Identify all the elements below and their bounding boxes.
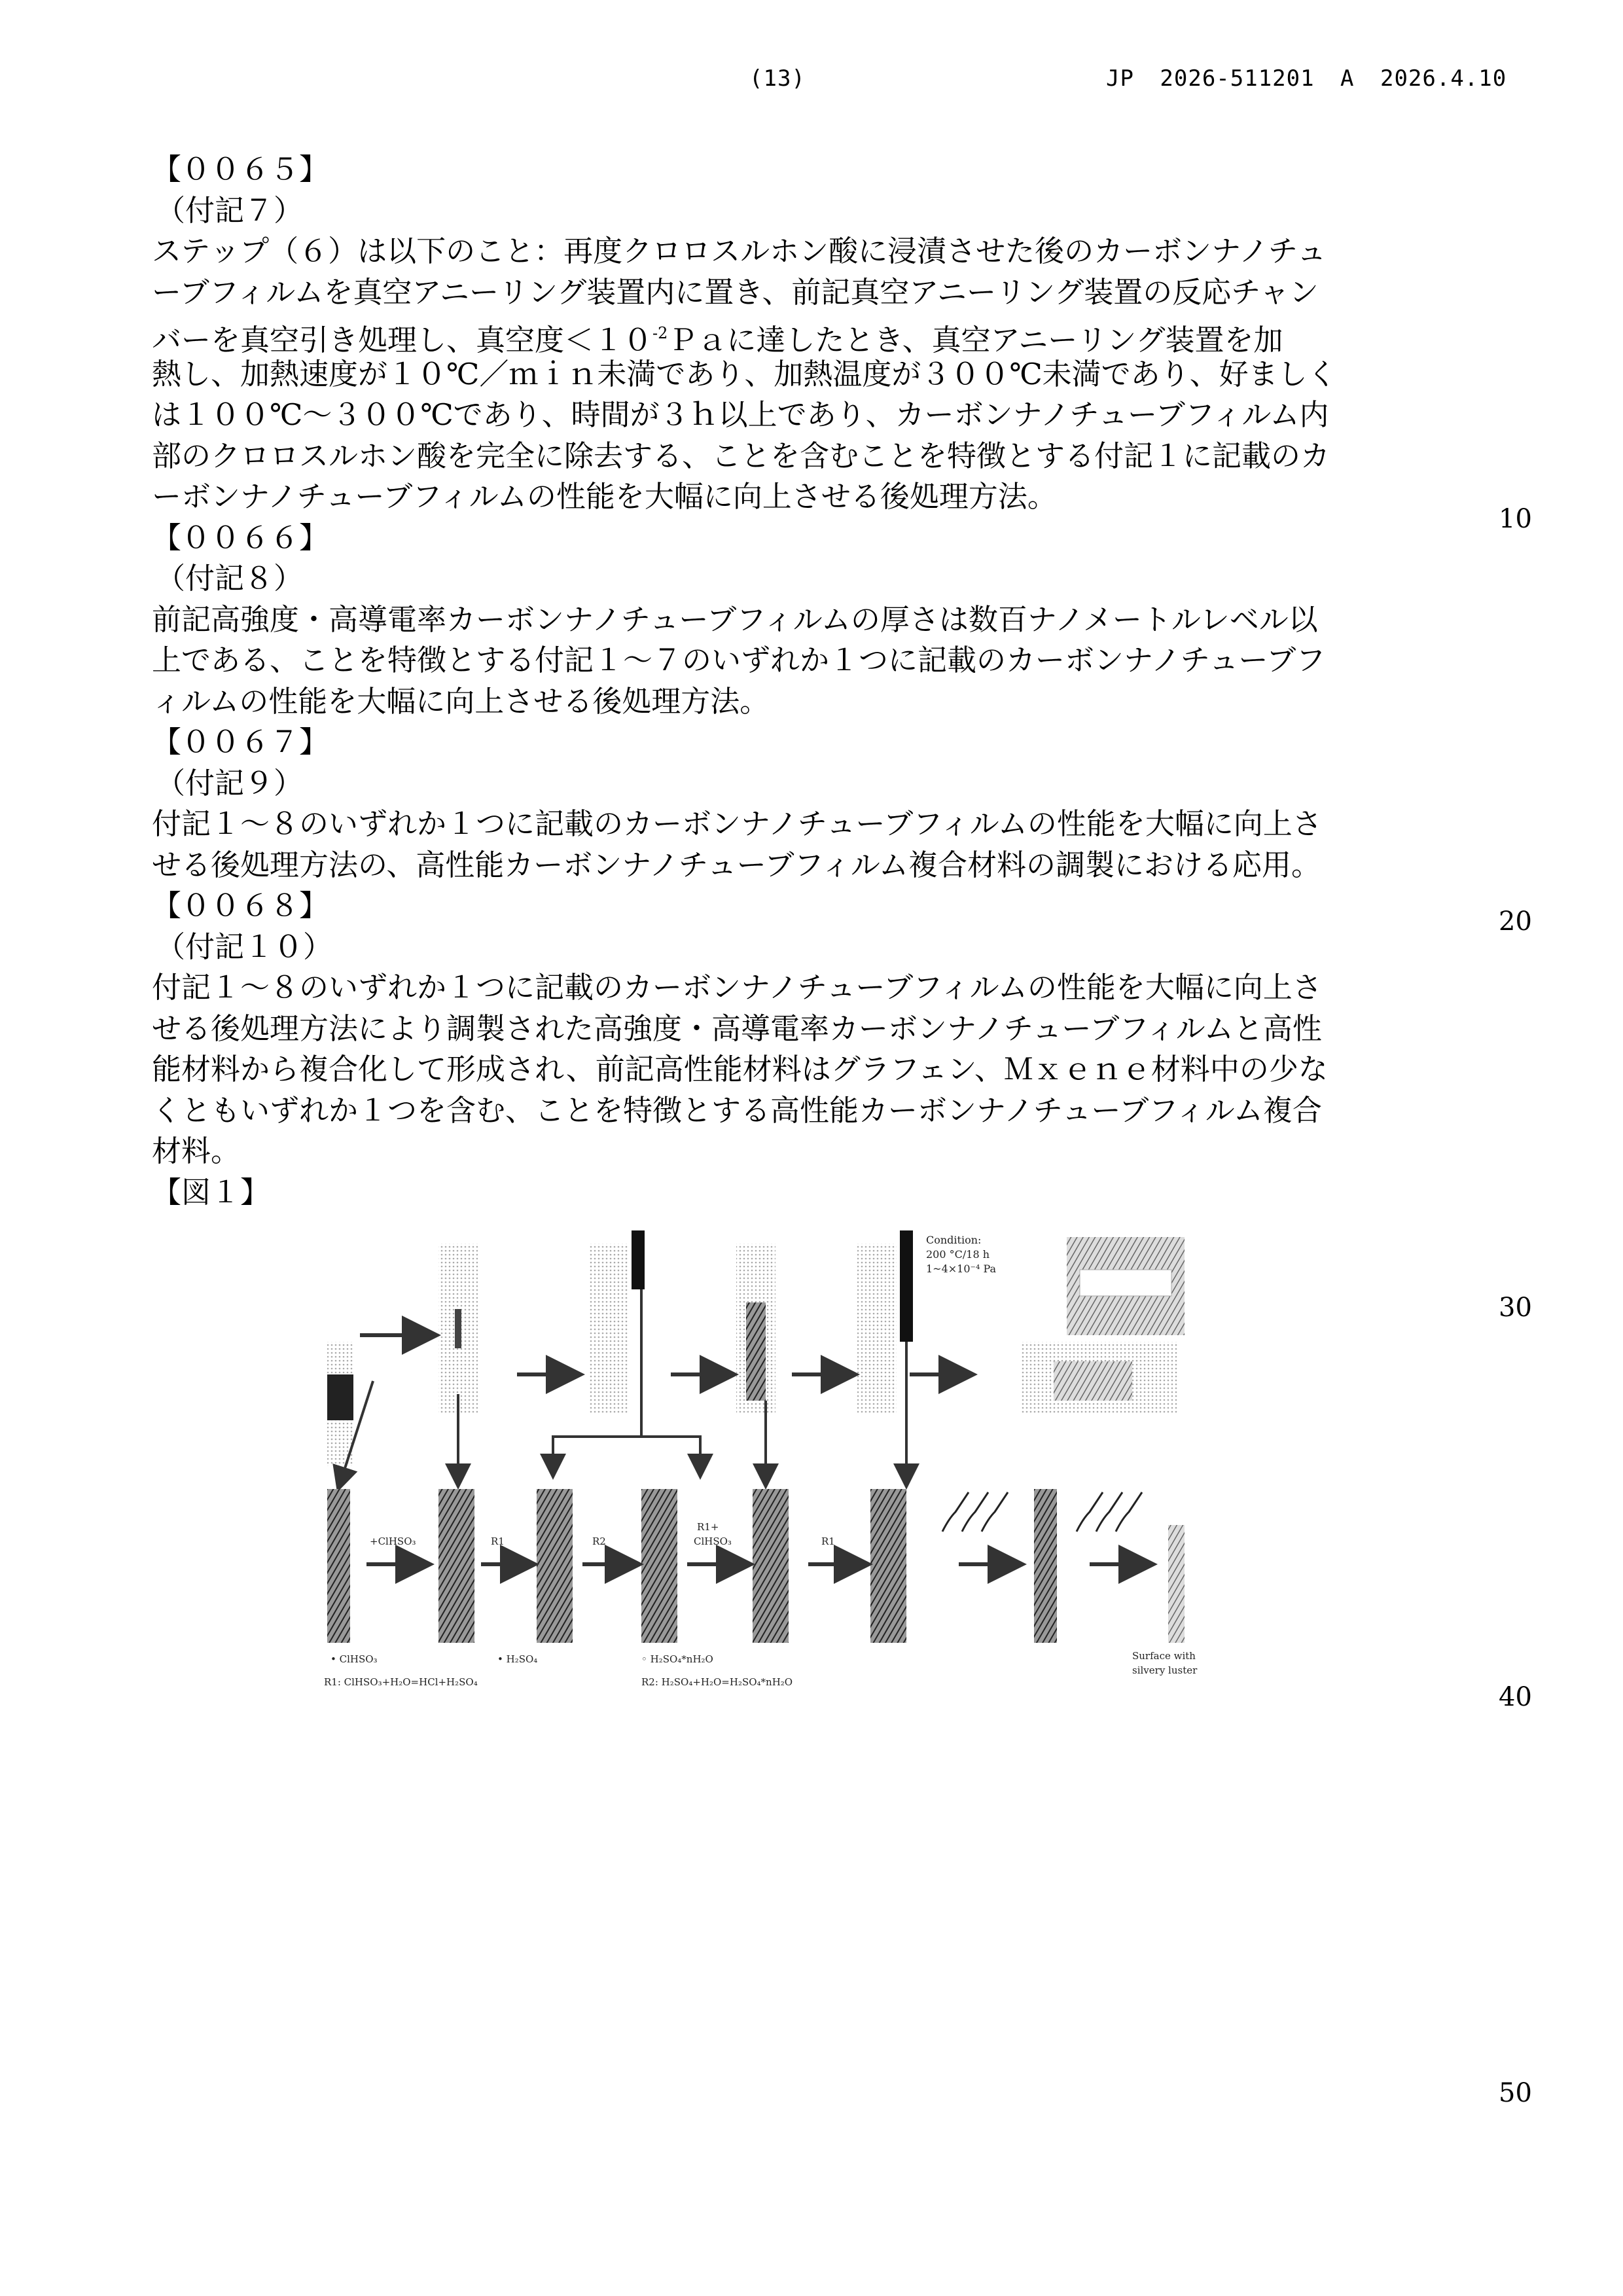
text-line: くともいずれか１つを含む、ことを特徴とする高性能カーボンナノチューブフィルム複合 xyxy=(152,1092,1322,1128)
text-line: ステップ（６）は以下のこと：再度クロロスルホン酸に浸漬させた後のカーボンナノチュ xyxy=(152,234,1327,268)
condition-text: 1~4×10⁻⁴ Pa xyxy=(926,1263,997,1275)
note-label: （付記１０） xyxy=(156,929,333,964)
text-line: せる後処理方法により調製された高強度・高導電率カーボンナノチューブフィルムと高性 xyxy=(152,1011,1322,1046)
paragraph-number: 【００６５】 xyxy=(152,152,329,187)
condition-text: Condition: xyxy=(926,1234,982,1246)
legend-item: • H₂SO₄ xyxy=(497,1653,538,1665)
text-line: 熱し、加熱速度が１０℃／ｍｉｎ未満であり、加熱温度が３００℃未満であり、好ましく xyxy=(152,356,1337,391)
publication-number: JP 2026-511201 A 2026.4.10 xyxy=(1106,65,1507,92)
line-number: 10 xyxy=(1499,504,1532,534)
note-label: （付記８） xyxy=(156,561,304,596)
legend-item: ◦ H₂SO₄*nH₂O xyxy=(641,1653,713,1665)
reaction-equation: R1: ClHSO₃+H₂O=HCl+H₂SO₄ xyxy=(324,1676,478,1688)
note-label: （付記７） xyxy=(156,192,304,228)
figure-1-process-diagram xyxy=(314,1217,1243,1695)
figure-label: 【図１】 xyxy=(152,1174,270,1210)
text-line: せる後処理方法の、高性能カーボンナノチューブフィルム複合材料の調製における応用。 xyxy=(152,847,1321,882)
paragraph-number: 【００６７】 xyxy=(152,725,329,759)
step-label: ClHSO₃ xyxy=(694,1535,732,1547)
text-line: 前記高強度・高導電率カーボンナノチューブフィルムの厚さは数百ナノメートルレベル以 xyxy=(152,601,1318,637)
final-label: Surface with xyxy=(1132,1650,1196,1662)
tube-row xyxy=(327,1230,1185,1466)
line-number: 40 xyxy=(1499,1682,1532,1712)
step-label: R1 xyxy=(491,1535,505,1547)
line-number: 30 xyxy=(1499,1293,1532,1323)
note-label: （付記９） xyxy=(156,765,304,800)
text-line: 上である、ことを特徴とする付記１～７のいずれか１つに記載のカーボンナノチューブフ xyxy=(152,643,1326,677)
text-line: ーブフィルムを真空アニーリング装置内に置き、前記真空アニーリング装置の反応チャン xyxy=(152,274,1319,310)
text-line: 材料。 xyxy=(152,1134,241,1168)
step-label: R2 xyxy=(592,1535,606,1547)
text-segment: Ｐａに達したとき、真空アニーリング装置を加 xyxy=(668,323,1283,357)
text-line: 能材料から複合化して形成され、前記高性能材料はグラフェン、Ｍｘｅｎｅ材料中の少な xyxy=(152,1052,1328,1086)
text-line xyxy=(152,313,1474,357)
legend-item: • ClHSO₃ xyxy=(330,1653,378,1665)
step-label: +ClHSO₃ xyxy=(370,1535,416,1547)
paragraph-number: 【００６６】 xyxy=(152,520,329,555)
text-line: 付記１～８のいずれか１つに記載のカーボンナノチューブフィルムの性能を大幅に向上さ xyxy=(152,806,1322,841)
text-line: は１００℃～３００℃であり、時間が３ｈ以上であり、カーボンナノチューブフィルム内 xyxy=(152,397,1329,432)
final-label: silvery luster xyxy=(1132,1664,1198,1676)
superscript: -2 xyxy=(652,324,668,342)
text-line: 付記１～８のいずれか１つに記載のカーボンナノチューブフィルムの性能を大幅に向上さ xyxy=(152,970,1322,1005)
film-row xyxy=(327,1489,1185,1643)
text-line: 部のクロロスルホン酸を完全に除去する、ことを含むことを特徴とする付記１に記載のカ xyxy=(152,438,1330,473)
text-segment: バーを真空引き処理し、真空度＜１０ xyxy=(152,323,653,357)
text-line: ィルムの性能を大幅に向上させる後処理方法。 xyxy=(152,683,770,719)
step-label: R1 xyxy=(821,1535,835,1547)
paragraph-number: 【００６８】 xyxy=(152,888,329,923)
page-number: (13) xyxy=(749,65,806,92)
reaction-equation: R2: H₂SO₄+H₂O=H₂SO₄*nH₂O xyxy=(641,1676,793,1688)
step-label: R1+ xyxy=(697,1521,719,1533)
document-body xyxy=(152,149,1474,1213)
line-number: 20 xyxy=(1499,906,1532,937)
condition-text: 200 °C/18 h xyxy=(926,1248,990,1261)
legend xyxy=(324,1650,1198,1688)
text-line: ーボンナノチューブフィルムの性能を大幅に向上させる後処理方法。 xyxy=(152,479,1057,514)
line-number: 50 xyxy=(1499,2078,1532,2108)
